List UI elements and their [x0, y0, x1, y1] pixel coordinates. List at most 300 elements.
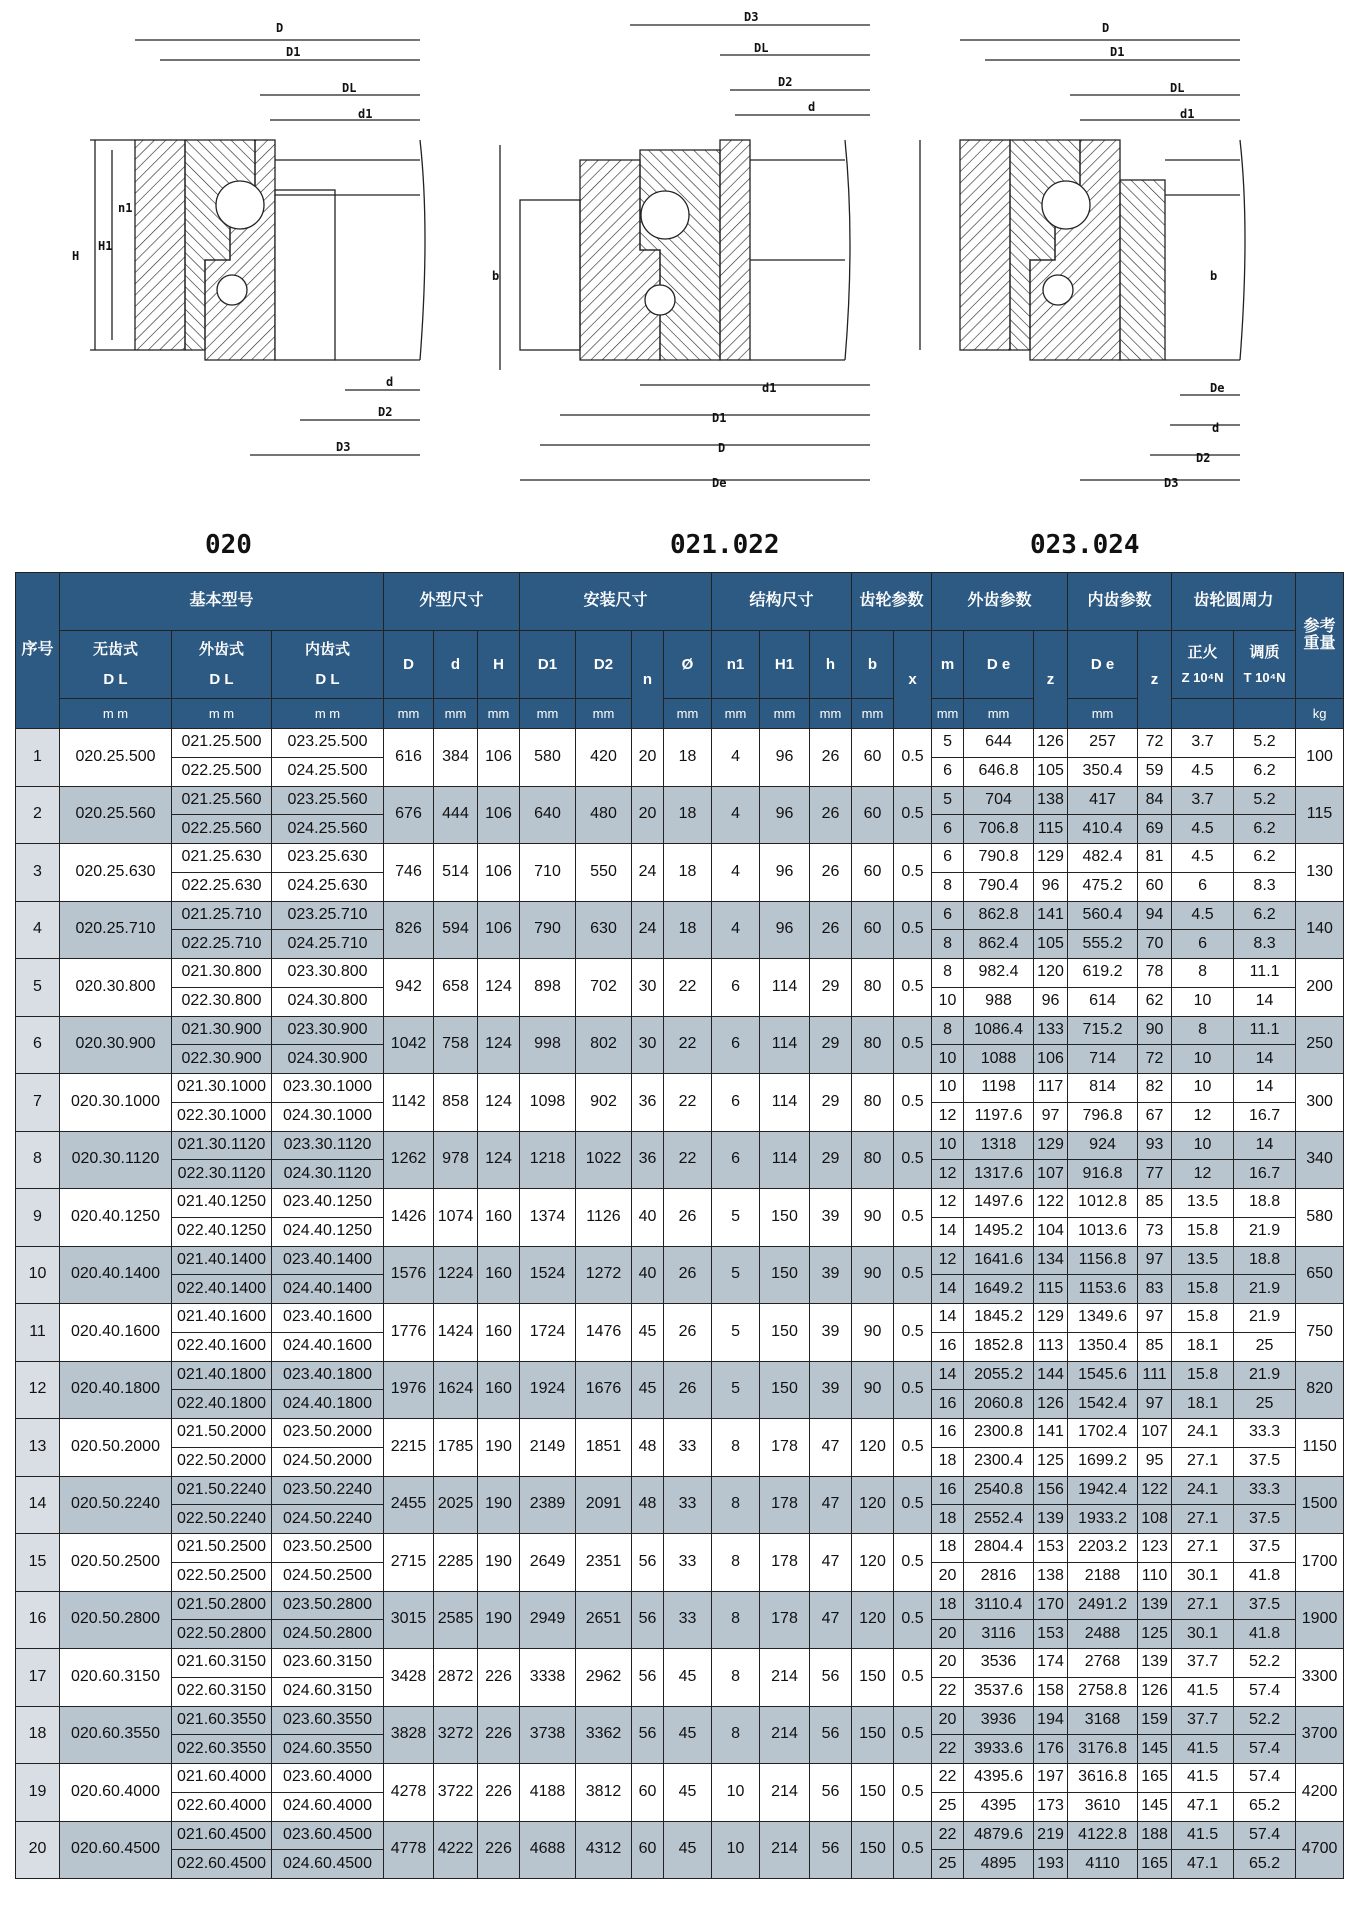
cell-model-int: 024.50.2500 — [272, 1562, 384, 1591]
cell-model-ext: 021.40.1600 — [172, 1304, 272, 1333]
cell-model-int: 023.40.1250 — [272, 1189, 384, 1218]
cell-d: 1074 — [434, 1189, 478, 1247]
cell-phi: 45 — [664, 1764, 712, 1822]
dim-label-D1-3: D1 — [1110, 45, 1125, 59]
cell-model-ext: 022.25.560 — [172, 815, 272, 844]
cell-h: 56 — [810, 1649, 852, 1707]
cell-m: 10 — [932, 1131, 964, 1160]
cell-model-int: 024.50.2240 — [272, 1505, 384, 1534]
cell-z-ext: 96 — [1034, 872, 1068, 901]
cell-model-no-teeth: 020.25.500 — [60, 729, 172, 787]
cell-D: 1576 — [384, 1246, 434, 1304]
header-install-dims: 安装尺寸 — [520, 573, 712, 631]
cell-D2: 2962 — [576, 1649, 632, 1707]
cell-z-ext: 107 — [1034, 1160, 1068, 1189]
header-z-int: z — [1138, 631, 1172, 729]
cell-model-ext: 022.50.2240 — [172, 1505, 272, 1534]
cell-force-Z: 18.1 — [1172, 1390, 1234, 1419]
cell-force-Z: 10 — [1172, 1131, 1234, 1160]
cell-phi: 18 — [664, 786, 712, 844]
series-label-020: 020 — [205, 530, 252, 560]
cell-force-T: 52.2 — [1234, 1706, 1296, 1735]
cell-H1: 178 — [760, 1419, 810, 1477]
cell-h: 26 — [810, 844, 852, 902]
header-basic-model: 基本型号 — [60, 573, 384, 631]
cell-De-ext: 1845.2 — [964, 1304, 1034, 1333]
cell-D: 616 — [384, 729, 434, 787]
cell-n: 30 — [632, 959, 664, 1017]
cell-force-Z: 10 — [1172, 987, 1234, 1016]
header-m: m — [932, 631, 964, 699]
cell-force-Z: 10 — [1172, 1045, 1234, 1074]
table-row — [16, 1706, 1344, 1735]
cell-phi: 45 — [664, 1649, 712, 1707]
header-gear-params: 齿轮参数 — [852, 573, 932, 631]
cell-H: 106 — [478, 901, 520, 959]
cell-De-int: 796.8 — [1068, 1102, 1138, 1131]
table-row — [16, 901, 1344, 930]
cell-model-no-teeth: 020.40.1600 — [60, 1304, 172, 1362]
cell-weight: 3300 — [1296, 1649, 1344, 1707]
cell-D1: 1098 — [520, 1074, 576, 1132]
cell-De-ext: 790.4 — [964, 872, 1034, 901]
cell-d: 514 — [434, 844, 478, 902]
cell-z-ext: 139 — [1034, 1505, 1068, 1534]
cell-De-int: 614 — [1068, 987, 1138, 1016]
cell-force-T: 52.2 — [1234, 1649, 1296, 1678]
cell-m: 10 — [932, 1045, 964, 1074]
cell-h: 26 — [810, 786, 852, 844]
cell-model-int: 023.40.1800 — [272, 1361, 384, 1390]
cell-h: 29 — [810, 1131, 852, 1189]
cell-m: 6 — [932, 901, 964, 930]
row-index: 10 — [16, 1246, 60, 1304]
header-no-teeth: 无齿式 D L — [60, 631, 172, 699]
cell-D: 4778 — [384, 1821, 434, 1879]
cell-model-ext: 022.40.1600 — [172, 1332, 272, 1361]
cell-z-ext: 138 — [1034, 1562, 1068, 1591]
cell-h: 29 — [810, 1016, 852, 1074]
cell-force-Z: 27.1 — [1172, 1591, 1234, 1620]
cell-model-ext: 022.25.500 — [172, 757, 272, 786]
header-H1: H1 — [760, 631, 810, 699]
cell-model-ext: 021.25.630 — [172, 844, 272, 873]
cell-model-int: 024.30.1000 — [272, 1102, 384, 1131]
cell-n1: 8 — [712, 1419, 760, 1477]
cell-De-ext: 982.4 — [964, 959, 1034, 988]
cell-z-ext: 219 — [1034, 1821, 1068, 1850]
cell-De-ext: 3110.4 — [964, 1591, 1034, 1620]
cell-D2: 1126 — [576, 1189, 632, 1247]
unit-h: mm — [810, 699, 852, 729]
cell-model-ext: 022.50.2800 — [172, 1620, 272, 1649]
cell-De-int: 1156.8 — [1068, 1246, 1138, 1275]
cell-weight: 140 — [1296, 901, 1344, 959]
cell-force-T: 14 — [1234, 1074, 1296, 1103]
cell-D1: 3338 — [520, 1649, 576, 1707]
cell-H1: 150 — [760, 1189, 810, 1247]
cell-d: 444 — [434, 786, 478, 844]
cell-m: 14 — [932, 1361, 964, 1390]
cell-De-ext: 1852.8 — [964, 1332, 1034, 1361]
unit-b: mm — [852, 699, 894, 729]
cell-m: 20 — [932, 1620, 964, 1649]
cell-model-int: 024.40.1400 — [272, 1275, 384, 1304]
cell-m: 8 — [932, 959, 964, 988]
cell-x: 0.5 — [894, 1649, 932, 1707]
cell-H1: 96 — [760, 844, 810, 902]
cell-De-int: 1702.4 — [1068, 1419, 1138, 1448]
cell-De-ext: 790.8 — [964, 844, 1034, 873]
cell-m: 22 — [932, 1821, 964, 1850]
cell-De-ext: 2540.8 — [964, 1476, 1034, 1505]
cell-force-T: 18.8 — [1234, 1246, 1296, 1275]
cell-z-int: 126 — [1138, 1677, 1172, 1706]
cell-d: 2285 — [434, 1534, 478, 1592]
cell-De-int: 482.4 — [1068, 844, 1138, 873]
cell-De-ext: 1318 — [964, 1131, 1034, 1160]
cell-force-T: 6.2 — [1234, 901, 1296, 930]
cell-n1: 5 — [712, 1361, 760, 1419]
cell-z-int: 81 — [1138, 844, 1172, 873]
cell-n: 24 — [632, 901, 664, 959]
cell-model-int: 024.30.800 — [272, 987, 384, 1016]
cell-n1: 5 — [712, 1246, 760, 1304]
cell-h: 47 — [810, 1476, 852, 1534]
cell-H1: 114 — [760, 1074, 810, 1132]
cell-x: 0.5 — [894, 729, 932, 787]
cell-z-int: 93 — [1138, 1131, 1172, 1160]
cell-D2: 802 — [576, 1016, 632, 1074]
dim-label-H: H — [72, 249, 80, 263]
cell-force-T: 14 — [1234, 987, 1296, 1016]
cell-De-ext: 3936 — [964, 1706, 1034, 1735]
row-index: 5 — [16, 959, 60, 1017]
cell-model-ext: 022.40.1400 — [172, 1275, 272, 1304]
header-D: D — [384, 631, 434, 699]
cell-b: 60 — [852, 729, 894, 787]
cell-force-Z: 41.5 — [1172, 1677, 1234, 1706]
table-row — [16, 786, 1344, 815]
cell-H: 226 — [478, 1706, 520, 1764]
cell-model-no-teeth: 020.25.630 — [60, 844, 172, 902]
cell-z-ext: 126 — [1034, 729, 1068, 758]
cell-force-T: 41.8 — [1234, 1562, 1296, 1591]
unit-quench — [1172, 699, 1234, 729]
cell-d: 384 — [434, 729, 478, 787]
cell-z-int: 110 — [1138, 1562, 1172, 1591]
cell-n: 48 — [632, 1419, 664, 1477]
table-row — [16, 1131, 1344, 1160]
cell-force-T: 57.4 — [1234, 1735, 1296, 1764]
cell-z-int: 125 — [1138, 1620, 1172, 1649]
cell-force-T: 37.5 — [1234, 1505, 1296, 1534]
cell-m: 16 — [932, 1476, 964, 1505]
dim-label-De-3: De — [1210, 381, 1225, 395]
cell-model-ext: 022.40.1250 — [172, 1217, 272, 1246]
row-index: 16 — [16, 1591, 60, 1649]
cell-m: 16 — [932, 1390, 964, 1419]
cell-D: 3015 — [384, 1591, 434, 1649]
cell-De-ext: 1317.6 — [964, 1160, 1034, 1189]
cell-model-int: 023.50.2240 — [272, 1476, 384, 1505]
cell-force-T: 18.8 — [1234, 1189, 1296, 1218]
cell-De-int: 4110 — [1068, 1850, 1138, 1879]
cell-n1: 4 — [712, 786, 760, 844]
cell-D1: 710 — [520, 844, 576, 902]
cell-b: 150 — [852, 1649, 894, 1707]
dim-label-d-3: d — [1212, 421, 1220, 435]
cell-b: 80 — [852, 959, 894, 1017]
cell-D: 942 — [384, 959, 434, 1017]
cell-model-int: 023.60.4000 — [272, 1764, 384, 1793]
unit-H1: mm — [760, 699, 810, 729]
cell-x: 0.5 — [894, 1534, 932, 1592]
cell-De-int: 1942.4 — [1068, 1476, 1138, 1505]
cell-De-int: 475.2 — [1068, 872, 1138, 901]
dim-label-D-3: D — [1102, 21, 1110, 35]
cell-D1: 2389 — [520, 1476, 576, 1534]
cell-model-ext: 021.50.2000 — [172, 1419, 272, 1448]
cell-z-int: 72 — [1138, 729, 1172, 758]
cell-m: 10 — [932, 987, 964, 1016]
spec-table-body — [16, 729, 1344, 1879]
cell-n: 36 — [632, 1074, 664, 1132]
cell-De-ext: 1088 — [964, 1045, 1034, 1074]
cell-De-int: 2491.2 — [1068, 1591, 1138, 1620]
cell-b: 80 — [852, 1074, 894, 1132]
cell-De-ext: 862.4 — [964, 930, 1034, 959]
cell-De-int: 715.2 — [1068, 1016, 1138, 1045]
cell-model-int: 024.25.630 — [272, 872, 384, 901]
cell-z-int: 145 — [1138, 1735, 1172, 1764]
cell-model-no-teeth: 020.60.4000 — [60, 1764, 172, 1822]
header-temper: 调质 T 10⁴N — [1234, 631, 1296, 699]
header-h: h — [810, 631, 852, 699]
cell-x: 0.5 — [894, 901, 932, 959]
cell-phi: 22 — [664, 1016, 712, 1074]
cell-force-Z: 15.8 — [1172, 1217, 1234, 1246]
cell-De-int: 2188 — [1068, 1562, 1138, 1591]
cell-De-ext: 644 — [964, 729, 1034, 758]
cell-x: 0.5 — [894, 1131, 932, 1189]
cell-weight: 1900 — [1296, 1591, 1344, 1649]
cell-n: 48 — [632, 1476, 664, 1534]
row-index: 8 — [16, 1131, 60, 1189]
dim-label-D: D — [276, 21, 284, 35]
cell-De-ext: 1495.2 — [964, 1217, 1034, 1246]
cell-D1: 640 — [520, 786, 576, 844]
cell-De-int: 3616.8 — [1068, 1764, 1138, 1793]
row-index: 17 — [16, 1649, 60, 1707]
table-row — [16, 1074, 1344, 1103]
cell-z-ext: 122 — [1034, 1189, 1068, 1218]
cell-model-int: 023.50.2000 — [272, 1419, 384, 1448]
cell-D2: 1476 — [576, 1304, 632, 1362]
cell-phi: 18 — [664, 901, 712, 959]
cell-model-ext: 021.30.1120 — [172, 1131, 272, 1160]
table-row — [16, 1419, 1344, 1448]
cell-model-int: 024.60.3150 — [272, 1677, 384, 1706]
cell-force-Z: 13.5 — [1172, 1189, 1234, 1218]
cell-model-no-teeth: 020.25.560 — [60, 786, 172, 844]
cell-De-int: 714 — [1068, 1045, 1138, 1074]
cell-De-ext: 4895 — [964, 1850, 1034, 1879]
cell-force-Z: 18.1 — [1172, 1332, 1234, 1361]
cell-weight: 100 — [1296, 729, 1344, 787]
cell-D: 4278 — [384, 1764, 434, 1822]
cell-D2: 480 — [576, 786, 632, 844]
cell-model-int: 024.60.4000 — [272, 1792, 384, 1821]
cell-h: 39 — [810, 1304, 852, 1362]
cell-b: 120 — [852, 1419, 894, 1477]
cell-H: 124 — [478, 1016, 520, 1074]
cell-d: 858 — [434, 1074, 478, 1132]
cell-z-int: 145 — [1138, 1792, 1172, 1821]
cell-n1: 4 — [712, 901, 760, 959]
cell-H1: 114 — [760, 959, 810, 1017]
cell-m: 14 — [932, 1217, 964, 1246]
cell-m: 12 — [932, 1246, 964, 1275]
cell-D: 2715 — [384, 1534, 434, 1592]
cell-m: 18 — [932, 1447, 964, 1476]
cell-model-no-teeth: 020.30.1000 — [60, 1074, 172, 1132]
dim-label-D1: D1 — [286, 45, 301, 59]
cell-force-Z: 15.8 — [1172, 1361, 1234, 1390]
cell-De-int: 3610 — [1068, 1792, 1138, 1821]
cell-D: 3828 — [384, 1706, 434, 1764]
cell-D1: 1524 — [520, 1246, 576, 1304]
cell-phi: 45 — [664, 1706, 712, 1764]
cell-force-Z: 6 — [1172, 872, 1234, 901]
cell-force-Z: 4.5 — [1172, 757, 1234, 786]
cell-m: 6 — [932, 757, 964, 786]
cell-H: 160 — [478, 1189, 520, 1247]
cell-z-int: 84 — [1138, 786, 1172, 815]
cell-z-int: 95 — [1138, 1447, 1172, 1476]
cell-H: 160 — [478, 1304, 520, 1362]
cell-model-int: 023.25.630 — [272, 844, 384, 873]
cell-model-int: 023.25.710 — [272, 901, 384, 930]
unit-De-int: mm — [1068, 699, 1138, 729]
row-index: 12 — [16, 1361, 60, 1419]
cell-z-ext: 133 — [1034, 1016, 1068, 1045]
cell-z-ext: 197 — [1034, 1764, 1068, 1793]
cell-z-int: 85 — [1138, 1189, 1172, 1218]
cell-n: 30 — [632, 1016, 664, 1074]
cell-force-Z: 47.1 — [1172, 1792, 1234, 1821]
row-index: 4 — [16, 901, 60, 959]
cell-model-int: 024.30.900 — [272, 1045, 384, 1074]
cell-z-ext: 141 — [1034, 901, 1068, 930]
cell-z-int: 78 — [1138, 959, 1172, 988]
cell-De-int: 1350.4 — [1068, 1332, 1138, 1361]
cell-D2: 4312 — [576, 1821, 632, 1879]
cell-d: 4222 — [434, 1821, 478, 1879]
cell-force-T: 41.8 — [1234, 1620, 1296, 1649]
cell-n: 40 — [632, 1246, 664, 1304]
cell-b: 60 — [852, 844, 894, 902]
cell-De-int: 619.2 — [1068, 959, 1138, 988]
header-z-ext: z — [1034, 631, 1068, 729]
header-gear-force: 齿轮圆周力 — [1172, 573, 1296, 631]
cell-H1: 96 — [760, 729, 810, 787]
cell-b: 90 — [852, 1189, 894, 1247]
cell-model-no-teeth: 020.30.900 — [60, 1016, 172, 1074]
cell-model-int: 023.40.1400 — [272, 1246, 384, 1275]
cell-m: 22 — [932, 1677, 964, 1706]
cell-force-T: 21.9 — [1234, 1217, 1296, 1246]
cell-z-int: 108 — [1138, 1505, 1172, 1534]
cell-n: 20 — [632, 786, 664, 844]
cell-phi: 33 — [664, 1476, 712, 1534]
cell-model-no-teeth: 020.50.2240 — [60, 1476, 172, 1534]
cell-De-int: 1542.4 — [1068, 1390, 1138, 1419]
cell-force-T: 8.3 — [1234, 872, 1296, 901]
cell-model-int: 023.30.1120 — [272, 1131, 384, 1160]
cell-m: 6 — [932, 815, 964, 844]
cell-D: 3428 — [384, 1649, 434, 1707]
cell-m: 20 — [932, 1706, 964, 1735]
cell-m: 12 — [932, 1160, 964, 1189]
cell-D1: 580 — [520, 729, 576, 787]
cell-D2: 550 — [576, 844, 632, 902]
table-row — [16, 1189, 1344, 1218]
cell-d: 658 — [434, 959, 478, 1017]
cell-z-ext: 125 — [1034, 1447, 1068, 1476]
cell-z-int: 72 — [1138, 1045, 1172, 1074]
table-row — [16, 1476, 1344, 1505]
cell-b: 60 — [852, 786, 894, 844]
cell-z-ext: 96 — [1034, 987, 1068, 1016]
dim-label-b-2: b — [492, 269, 500, 283]
cell-De-int: 1349.6 — [1068, 1304, 1138, 1333]
cell-b: 90 — [852, 1304, 894, 1362]
table-row — [16, 729, 1344, 758]
dim-label-D3: D3 — [336, 440, 351, 454]
cell-D2: 2351 — [576, 1534, 632, 1592]
dim-label-D2-2: D2 — [778, 75, 793, 89]
cell-n: 60 — [632, 1764, 664, 1822]
cell-De-ext: 4395 — [964, 1792, 1034, 1821]
cell-force-Z: 15.8 — [1172, 1304, 1234, 1333]
cell-z-int: 97 — [1138, 1246, 1172, 1275]
cell-force-Z: 8 — [1172, 959, 1234, 988]
cell-z-int: 165 — [1138, 1764, 1172, 1793]
cell-D1: 4188 — [520, 1764, 576, 1822]
cell-d: 2585 — [434, 1591, 478, 1649]
cell-h: 56 — [810, 1821, 852, 1879]
cell-D: 2215 — [384, 1419, 434, 1477]
dim-label-d-2: d — [808, 100, 816, 114]
cell-force-Z: 10 — [1172, 1074, 1234, 1103]
cell-z-int: 73 — [1138, 1217, 1172, 1246]
cell-De-ext: 704 — [964, 786, 1034, 815]
cell-m: 8 — [932, 872, 964, 901]
cell-n1: 8 — [712, 1534, 760, 1592]
cell-z-ext: 106 — [1034, 1045, 1068, 1074]
cross-section-drawings — [0, 0, 1358, 520]
cell-z-ext: 120 — [1034, 959, 1068, 988]
cell-d: 2025 — [434, 1476, 478, 1534]
cell-De-ext: 1198 — [964, 1074, 1034, 1103]
dim-label-D-2: D — [718, 441, 726, 455]
cell-model-int: 024.60.4500 — [272, 1850, 384, 1879]
cell-n1: 4 — [712, 844, 760, 902]
unit-D2: mm — [576, 699, 632, 729]
cell-De-ext: 1497.6 — [964, 1189, 1034, 1218]
row-index: 14 — [16, 1476, 60, 1534]
